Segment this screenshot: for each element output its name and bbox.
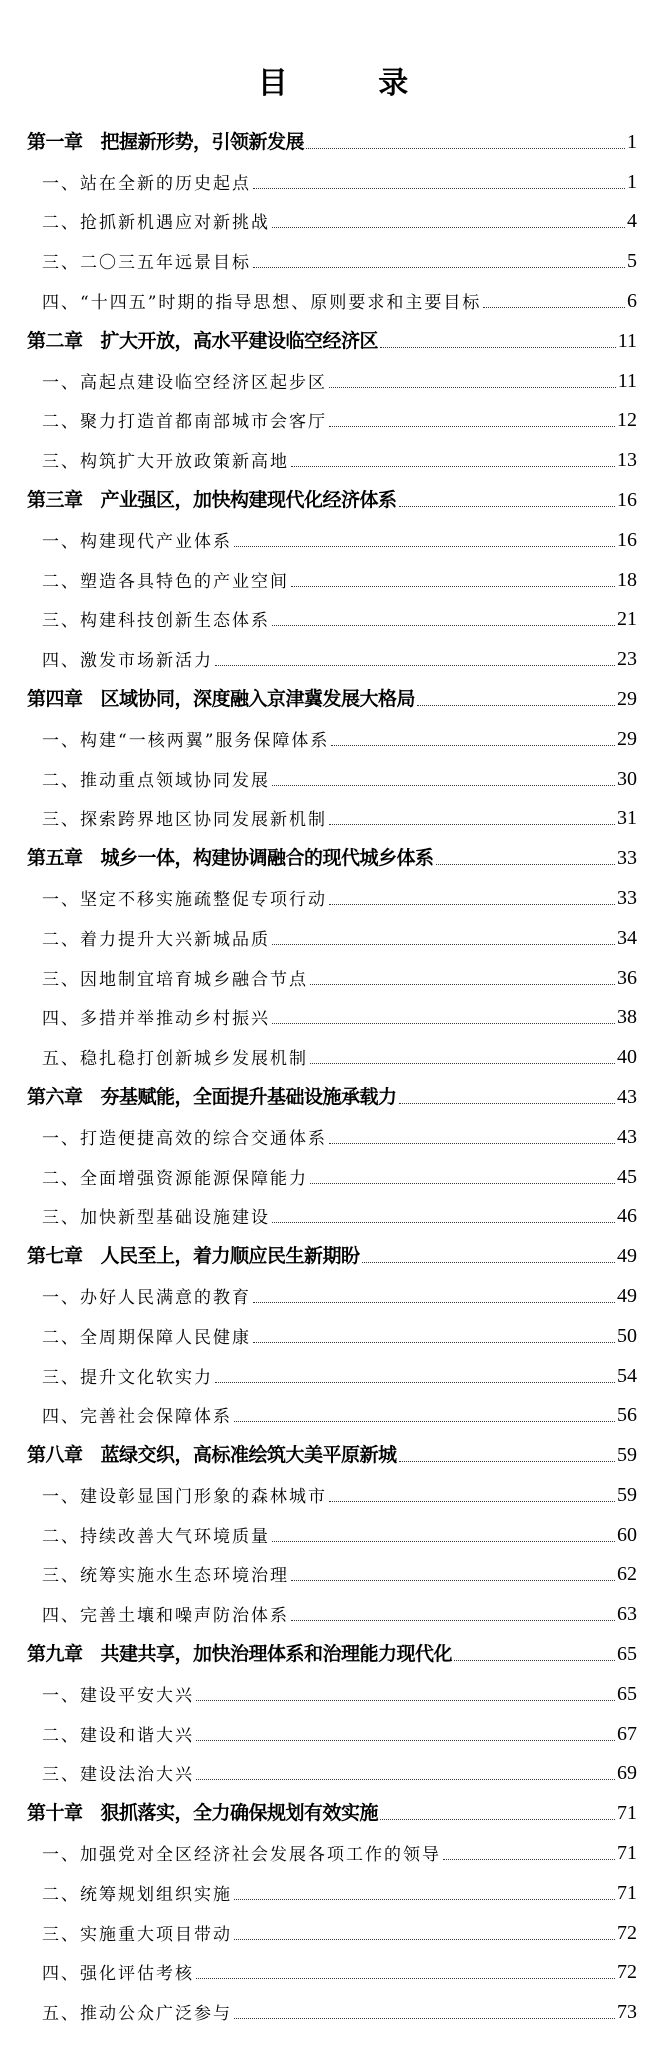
dot-leader <box>253 1302 615 1303</box>
dot-leader <box>399 506 615 507</box>
chapter-number: 第十章 <box>27 1802 83 1825</box>
page-number: 49 <box>617 1284 637 1307</box>
dot-leader <box>234 2018 615 2019</box>
entry-title <box>42 726 329 751</box>
page-number: 29 <box>617 687 637 710</box>
entry-title <box>27 1082 397 1109</box>
dot-leader <box>483 307 625 308</box>
entry-text: 三、统筹实施水生态环境治理 <box>42 1566 289 1587</box>
entry-text: 五、稳扎稳打创新城乡发展机制 <box>42 1049 308 1070</box>
entry-title <box>42 965 308 990</box>
entry-text: 一、构建现代产业体系 <box>42 531 232 552</box>
page-number: 6 <box>627 289 637 312</box>
dot-leader <box>291 466 615 467</box>
page-number: 16 <box>617 528 637 551</box>
toc-section-entry[interactable] <box>27 639 637 679</box>
toc-section-entry[interactable] <box>27 759 637 799</box>
toc-section-entry[interactable] <box>27 1674 637 1714</box>
entry-title <box>42 1482 327 1507</box>
entry-title <box>42 1283 251 1308</box>
page-number: 38 <box>617 1006 637 1029</box>
entry-title <box>27 1639 452 1666</box>
entry-text: 四、完善土壤和噪声防治体系 <box>42 1606 289 1627</box>
page-number: 40 <box>617 1046 637 1069</box>
entry-text: 三、提升文化软实力 <box>42 1367 213 1388</box>
page-number: 59 <box>617 1483 637 1506</box>
chapter-number: 第一章 <box>27 130 83 153</box>
dot-leader <box>272 1222 615 1223</box>
entry-title <box>27 127 304 154</box>
entry-title <box>42 1044 308 1069</box>
toc-section-entry[interactable] <box>27 202 637 242</box>
toc-section-entry[interactable] <box>27 162 637 202</box>
chapter-number: 第六章 <box>27 1085 83 1108</box>
page-number: 56 <box>617 1404 637 1427</box>
toc-chapter-entry[interactable] <box>27 480 637 520</box>
page-number: 36 <box>617 966 637 989</box>
entry-text: 四、强化评估考核 <box>42 1964 194 1985</box>
dot-leader <box>253 1342 615 1343</box>
page-number: 11 <box>617 369 637 392</box>
entry-text: 二、持续改善大气环境质量 <box>42 1526 270 1547</box>
entry-text: 二、聚力打造首都南部城市会客厅 <box>42 412 327 433</box>
dot-leader <box>399 1461 615 1462</box>
entry-title <box>27 326 378 353</box>
toc-section-entry[interactable] <box>27 1316 637 1356</box>
entry-text: 一、打造便捷高效的综合交通体系 <box>42 1128 327 1149</box>
chapter-number: 第五章 <box>27 847 83 870</box>
page-number: 18 <box>617 568 637 591</box>
page-number: 23 <box>617 648 637 671</box>
page-number: 63 <box>617 1603 637 1626</box>
page-number: 43 <box>617 1125 637 1148</box>
page-number: 71 <box>617 1842 637 1865</box>
entry-title <box>27 485 397 512</box>
toc-section-entry[interactable] <box>27 600 637 640</box>
toc-section-entry[interactable] <box>27 1515 637 1555</box>
page-number: 60 <box>617 1523 637 1546</box>
toc-chapter-entry[interactable] <box>27 838 637 878</box>
entry-text: 人民至上，着力顺应民生新期盼 <box>100 1245 360 1268</box>
dot-leader <box>291 586 615 587</box>
entry-title <box>42 248 251 273</box>
entry-title <box>42 1124 327 1149</box>
toc-section-entry[interactable] <box>27 1356 637 1396</box>
toc-section-entry[interactable] <box>27 1953 637 1993</box>
entry-text: 三、实施重大项目带动 <box>42 1924 232 1945</box>
entry-text: 二、统筹规划组织实施 <box>42 1884 232 1905</box>
chapter-number: 第九章 <box>27 1643 83 1666</box>
dot-leader <box>310 1183 615 1184</box>
entry-title <box>27 843 434 870</box>
toc-section-entry[interactable] <box>27 1555 637 1595</box>
page-number: 34 <box>617 926 637 949</box>
toc-section-entry[interactable] <box>27 918 637 958</box>
toc-section-entry[interactable] <box>27 241 637 281</box>
page-number: 11 <box>617 329 637 352</box>
dot-leader <box>329 426 615 427</box>
toc-section-entry[interactable] <box>27 1157 637 1197</box>
toc-section-entry[interactable] <box>27 719 637 759</box>
entry-title <box>42 208 270 233</box>
entry-text: 二、全周期保障人民健康 <box>42 1327 251 1348</box>
dot-leader <box>310 984 615 985</box>
page-number: 71 <box>617 1802 637 1825</box>
page-number: 62 <box>617 1563 637 1586</box>
dot-leader <box>272 625 615 626</box>
page-number: 5 <box>627 250 637 273</box>
entry-text: 一、建设平安大兴 <box>42 1685 194 1706</box>
entry-title <box>42 169 251 194</box>
dot-leader <box>196 1740 615 1741</box>
entry-text: 三、加快新型基础设施建设 <box>42 1208 270 1229</box>
entry-title <box>42 606 270 631</box>
dot-leader <box>329 387 616 388</box>
chapter-number: 第三章 <box>27 488 83 511</box>
entry-text: 一、建设彰显国门形象的森林城市 <box>42 1486 327 1507</box>
toc-chapter-entry[interactable] <box>27 1435 637 1475</box>
dot-leader <box>272 227 625 228</box>
dot-leader <box>454 1660 615 1661</box>
dot-leader <box>306 148 625 149</box>
page-number: 45 <box>617 1165 637 1188</box>
dot-leader <box>417 705 615 706</box>
page-number: 69 <box>617 1762 637 1785</box>
toc-chapter-entry[interactable] <box>27 122 637 162</box>
dot-leader <box>362 1262 615 1263</box>
entry-text: 一、加强党对全区经济社会发展各项工作的领导 <box>42 1845 441 1866</box>
entry-text: 四、激发市场新活力 <box>42 651 213 672</box>
entry-title <box>42 1840 441 1865</box>
page-number: 72 <box>617 1961 637 1984</box>
page-number: 71 <box>617 1881 637 1904</box>
page-number: 31 <box>617 807 637 830</box>
dot-leader <box>196 1978 615 1979</box>
entry-title <box>42 527 232 552</box>
entry-text: 产业强区，加快构建现代化经济体系 <box>100 488 397 511</box>
toc-chapter-entry[interactable] <box>27 1077 637 1117</box>
entry-title <box>27 1798 378 1825</box>
dot-leader <box>310 1063 615 1064</box>
entry-text: 一、构建“一核两翼”服务保障体系 <box>42 730 330 751</box>
entry-text: 一、办好人民满意的教育 <box>42 1287 251 1308</box>
toc-section-entry[interactable] <box>27 878 637 918</box>
entry-text: 共建共享，加快治理体系和治理能力现代化 <box>100 1643 453 1666</box>
toc-chapter-entry[interactable] <box>27 679 637 719</box>
entry-title <box>42 1402 232 1427</box>
entry-text: 区域协同，深度融入京津冀发展大格局 <box>100 687 416 710</box>
entry-title <box>27 1440 397 1467</box>
dot-leader <box>380 1819 615 1820</box>
dot-leader <box>196 1700 615 1701</box>
dot-leader <box>253 188 625 189</box>
entry-title <box>42 766 270 791</box>
page-number: 67 <box>617 1722 637 1745</box>
chapter-number: 第八章 <box>27 1444 83 1467</box>
entry-text: 三、构建科技创新生态体系 <box>42 611 270 632</box>
dot-leader <box>291 1620 615 1621</box>
entry-title <box>42 1681 194 1706</box>
dot-leader <box>234 1899 615 1900</box>
entry-text: 二、塑造各具特色的产业空间 <box>42 571 289 592</box>
toc-section-entry[interactable] <box>27 998 637 1038</box>
chapter-number: 第七章 <box>27 1245 83 1268</box>
dot-leader <box>331 745 615 746</box>
dot-leader <box>380 347 616 348</box>
entry-text: 扩大开放，高水平建设临空经济区 <box>100 329 379 352</box>
page-number: 16 <box>617 488 637 511</box>
entry-title <box>42 1601 289 1626</box>
toc-section-entry[interactable] <box>27 281 637 321</box>
entry-title <box>42 567 289 592</box>
dot-leader <box>329 1143 615 1144</box>
entry-text: 三、建设法治大兴 <box>42 1765 194 1786</box>
entry-text: 二、推动重点领域协同发展 <box>42 770 270 791</box>
entry-title <box>42 288 481 313</box>
entry-title <box>42 1363 213 1388</box>
entry-title <box>42 805 327 830</box>
entry-title <box>42 1561 289 1586</box>
table-of-contents <box>27 122 637 2032</box>
entry-title <box>42 1004 270 1029</box>
dot-leader <box>443 1859 615 1860</box>
entry-text: 三、构筑扩大开放政策新高地 <box>42 452 289 473</box>
page-number: 12 <box>617 409 637 432</box>
entry-text: 一、坚定不移实施疏整促专项行动 <box>42 889 327 910</box>
page-number: 49 <box>617 1245 637 1268</box>
entry-title <box>27 1241 360 1268</box>
toc-section-entry[interactable] <box>27 1475 637 1515</box>
page-number: 4 <box>627 210 637 233</box>
toc-section-entry[interactable] <box>27 520 637 560</box>
entry-title <box>42 447 289 472</box>
toc-section-entry[interactable] <box>27 1992 637 2032</box>
entry-title <box>42 646 213 671</box>
page-number: 72 <box>617 1921 637 1944</box>
page-number: 33 <box>617 886 637 909</box>
dot-leader <box>272 944 615 945</box>
toc-section-entry[interactable] <box>27 440 637 480</box>
page-number: 54 <box>617 1364 637 1387</box>
entry-title <box>42 1164 308 1189</box>
entry-text: 狠抓落实，全力确保规划有效实施 <box>100 1802 379 1825</box>
dot-leader <box>196 1779 615 1780</box>
toc-chapter-entry[interactable] <box>27 1793 637 1833</box>
entry-text: 四、多措并举推动乡村振兴 <box>42 1009 270 1030</box>
toc-section-entry[interactable] <box>27 401 637 441</box>
chapter-number: 第二章 <box>27 329 83 352</box>
entry-text: 四、完善社会保障体系 <box>42 1407 232 1428</box>
entry-title <box>42 1880 232 1905</box>
entry-text: 城乡一体，构建协调融合的现代城乡体系 <box>100 847 434 870</box>
entry-title <box>42 1721 194 1746</box>
page-number: 33 <box>617 847 637 870</box>
dot-leader <box>291 1580 615 1581</box>
entry-text: 二、抢抓新机遇应对新挑战 <box>42 213 270 234</box>
toc-section-entry[interactable] <box>27 1037 637 1077</box>
toc-section-entry[interactable] <box>27 1197 637 1237</box>
entry-title <box>42 1920 232 1945</box>
dot-leader <box>272 1541 615 1542</box>
entry-text: 一、高起点建设临空经济区起步区 <box>42 372 327 393</box>
entry-title <box>42 1323 251 1348</box>
toc-section-entry[interactable] <box>27 958 637 998</box>
toc-chapter-entry[interactable] <box>27 1236 637 1276</box>
toc-section-entry[interactable] <box>27 1594 637 1634</box>
entry-title <box>42 1760 194 1785</box>
entry-title <box>42 885 327 910</box>
chapter-number: 第四章 <box>27 687 83 710</box>
page-number: 13 <box>617 449 637 472</box>
page-number: 1 <box>627 130 637 153</box>
entry-title <box>27 684 415 711</box>
toc-chapter-entry[interactable] <box>27 321 637 361</box>
entry-text: 夯基赋能，全面提升基础设施承载力 <box>100 1085 397 1108</box>
dot-leader <box>329 824 615 825</box>
toc-section-entry[interactable] <box>27 1913 637 1953</box>
toc-section-entry[interactable] <box>27 1754 637 1794</box>
page-number: 43 <box>617 1085 637 1108</box>
entry-text: 把握新形势，引领新发展 <box>100 130 305 153</box>
toc-section-entry[interactable] <box>27 799 637 839</box>
entry-title <box>42 1999 232 2024</box>
entry-text: 五、推动公众广泛参与 <box>42 2004 232 2025</box>
toc-section-entry[interactable] <box>27 1276 637 1316</box>
entry-text: 一、站在全新的历史起点 <box>42 173 251 194</box>
page-number: 30 <box>617 767 637 790</box>
toc-section-entry[interactable] <box>27 1714 637 1754</box>
toc-chapter-entry[interactable] <box>27 1634 637 1674</box>
page-title: 目 录 <box>257 66 449 101</box>
page-number: 46 <box>617 1205 637 1228</box>
entry-text: 二、全面增强资源能源保障能力 <box>42 1168 308 1189</box>
dot-leader <box>234 1939 615 1940</box>
entry-text: 二、建设和谐大兴 <box>42 1725 194 1746</box>
page-number: 65 <box>617 1643 637 1666</box>
toc-section-entry[interactable] <box>27 1117 637 1157</box>
dot-leader <box>329 1501 615 1502</box>
page-number: 73 <box>617 2001 637 2024</box>
dot-leader <box>272 1023 615 1024</box>
entry-title <box>42 925 270 950</box>
dot-leader <box>399 1103 615 1104</box>
toc-section-entry[interactable] <box>27 361 637 401</box>
dot-leader <box>436 864 615 865</box>
dot-leader <box>234 1421 615 1422</box>
dot-leader <box>215 1382 615 1383</box>
page-number: 1 <box>627 170 637 193</box>
entry-title <box>42 1522 270 1547</box>
dot-leader <box>215 665 615 666</box>
toc-section-entry[interactable] <box>27 1396 637 1436</box>
entry-text: 三、因地制宜培育城乡融合节点 <box>42 969 308 990</box>
entry-title <box>42 368 327 393</box>
page-number: 59 <box>617 1444 637 1467</box>
entry-text: 二、着力提升大兴新城品质 <box>42 929 270 950</box>
entry-title <box>42 407 327 432</box>
toc-section-entry[interactable] <box>27 1833 637 1873</box>
toc-section-entry[interactable] <box>27 1873 637 1913</box>
dot-leader <box>272 785 615 786</box>
page-number: 29 <box>617 727 637 750</box>
dot-leader <box>253 267 625 268</box>
entry-text: 三、二〇三五年远景目标 <box>42 253 251 274</box>
entry-title <box>42 1203 270 1228</box>
page-number: 21 <box>617 608 637 631</box>
dot-leader <box>234 546 615 547</box>
entry-text: 四、“十四五”时期的指导思想、原则要求和主要目标 <box>42 292 482 313</box>
entry-text: 三、探索跨界地区协同发展新机制 <box>42 810 327 831</box>
dot-leader <box>329 904 615 905</box>
entry-text: 蓝绿交织，高标准绘筑大美平原新城 <box>100 1444 397 1467</box>
page-number: 50 <box>617 1324 637 1347</box>
page-number: 65 <box>617 1682 637 1705</box>
toc-section-entry[interactable] <box>27 560 637 600</box>
entry-title <box>42 1959 194 1984</box>
